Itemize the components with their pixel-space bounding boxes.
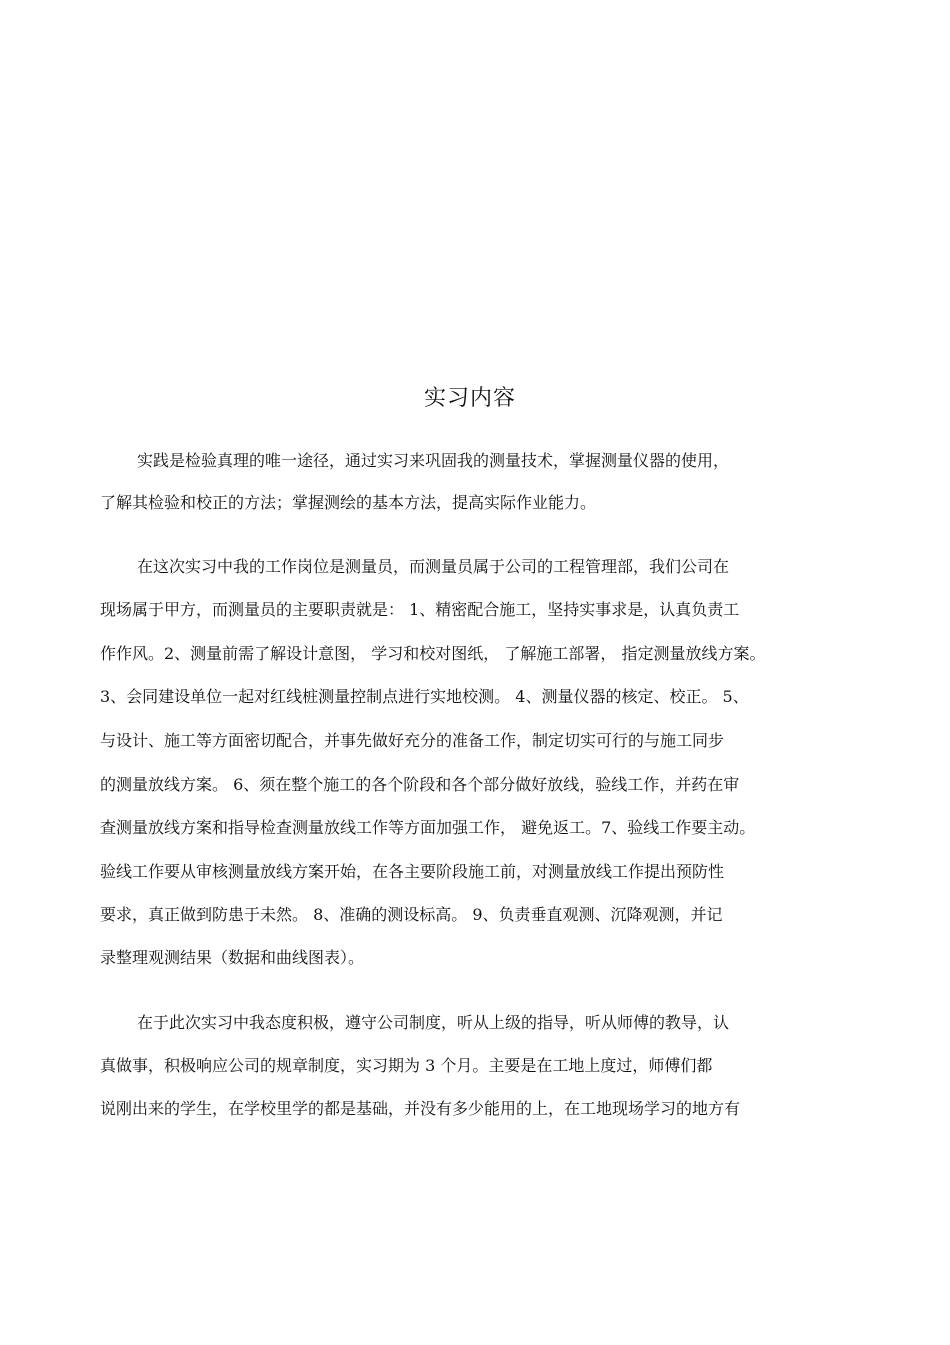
paragraph-line: 在于此次实习中我态度积极，遵守公司制度，听从上级的指导，听从师傅的教导，认	[137, 1013, 730, 1032]
paragraph-line: 实践是检验真理的唯一途径，通过实习来巩固我的测量技术，掌握测量仪器的使用，	[137, 451, 730, 470]
paragraph-line: 与设计、施工等方面密切配合，并事先做好充分的准备工作，制定切实可行的与施工同步	[100, 731, 725, 750]
paragraph-line: 真做事，积极响应公司的规章制度，实习期为 3 个月。主要是在工地上度过，师傅们都	[100, 1056, 713, 1075]
paragraph-line: 在这次实习中我的工作岗位是测量员，而测量员属于公司的工程管理部，我们公司在	[137, 557, 730, 576]
paragraph-line: 查测量放线方案和指导检查测量放线工作等方面加强工作， 避免返工。7、验线工作要主动。	[100, 818, 756, 837]
paragraph-line: 3、会同建设单位一起对红线桩测量控制点进行实地校测。 4、测量仪器的核定、校正。 5、	[100, 687, 749, 706]
paragraph-line: 要求，真正做到防患于未然。 8、准确的测设标高。 9、负责垂直观测、沉降观测，并记	[100, 905, 723, 924]
paragraph-line: 现场属于甲方，而测量员的主要职责就是： 1、精密配合施工，坚持实事求是，认真负责工	[100, 600, 740, 619]
paragraph-line: 验线工作要从审核测量放线方案开始，在各主要阶段施工前，对测量放线工作提出预防性	[100, 862, 725, 881]
paragraph-line: 录整理观测结果（数据和曲线图表）。	[100, 948, 365, 967]
paragraph-line: 作作风。2、测量前需了解设计意图， 学习和校对图纸， 了解施工部署， 指定测量放线方案。	[100, 644, 766, 663]
paragraph-line: 了解其检验和校正的方法；掌握测绘的基本方法，提高实际作业能力。	[100, 493, 597, 512]
paragraph-line: 说刚出来的学生，在学校里学的都是基础，并没有多少能用的上，在工地现场学习的地方有	[100, 1099, 741, 1118]
paragraph-line: 的测量放线方案。 6、须在整个施工的各个阶段和各个部分做好放线，验线工作，并药在审	[100, 775, 740, 794]
page-title: 实习内容	[423, 386, 516, 411]
